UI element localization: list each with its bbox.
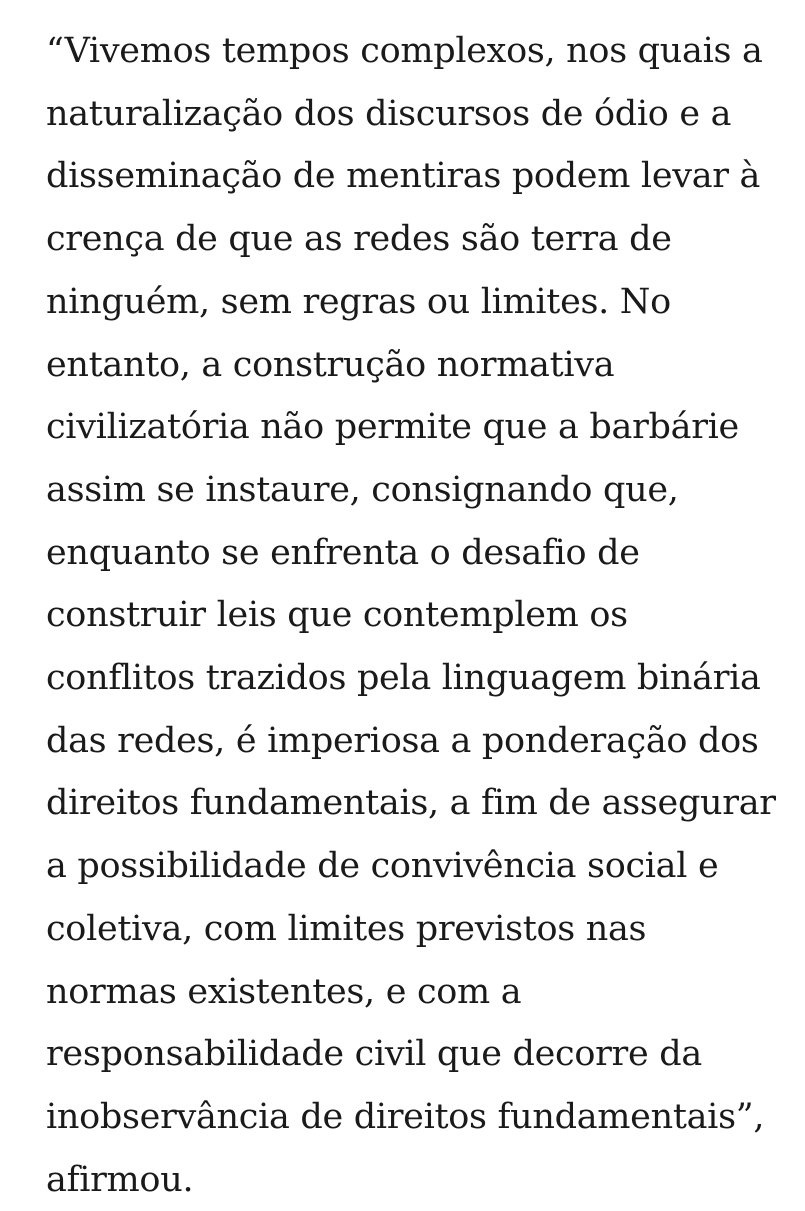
text-line: ninguém, sem regras ou limites. No (46, 281, 671, 322)
text-line: disseminação de mentiras podem levar à (46, 156, 761, 197)
text-line: coletiva, com limites previstos nas (46, 908, 647, 949)
text-line: a possibilidade de convivência social e (46, 846, 719, 887)
text-line: direitos fundamentais, a fim de assegurar (46, 783, 776, 824)
text-line: crença de que as redes são terra de (46, 219, 672, 260)
quote-paragraph (46, 20, 786, 1211)
text-line: responsabilidade civil que decorre da (46, 1034, 702, 1075)
text-line: entanto, a construção normativa (46, 344, 615, 385)
text-line: civilizatória não permite que a barbárie (46, 407, 739, 448)
text-line: conflitos trazidos pela linguagem binária (46, 658, 761, 699)
text-line: das redes, é imperiosa a ponderação dos (46, 720, 759, 761)
text-line: enquanto se enfrenta o desafio de (46, 532, 640, 573)
text-line: afirmou. (46, 1159, 194, 1200)
text-line: naturalização dos discursos de ódio e a (46, 93, 732, 134)
text-line: construir leis que contemplem os (46, 595, 628, 636)
text-line: inobservância de direitos fundamentais”, (46, 1096, 765, 1137)
text-line: normas existentes, e com a (46, 971, 522, 1012)
text-line: “Vivemos tempos complexos, nos quais a (46, 31, 763, 71)
text-line: assim se instaure, consignando que, (46, 469, 679, 510)
